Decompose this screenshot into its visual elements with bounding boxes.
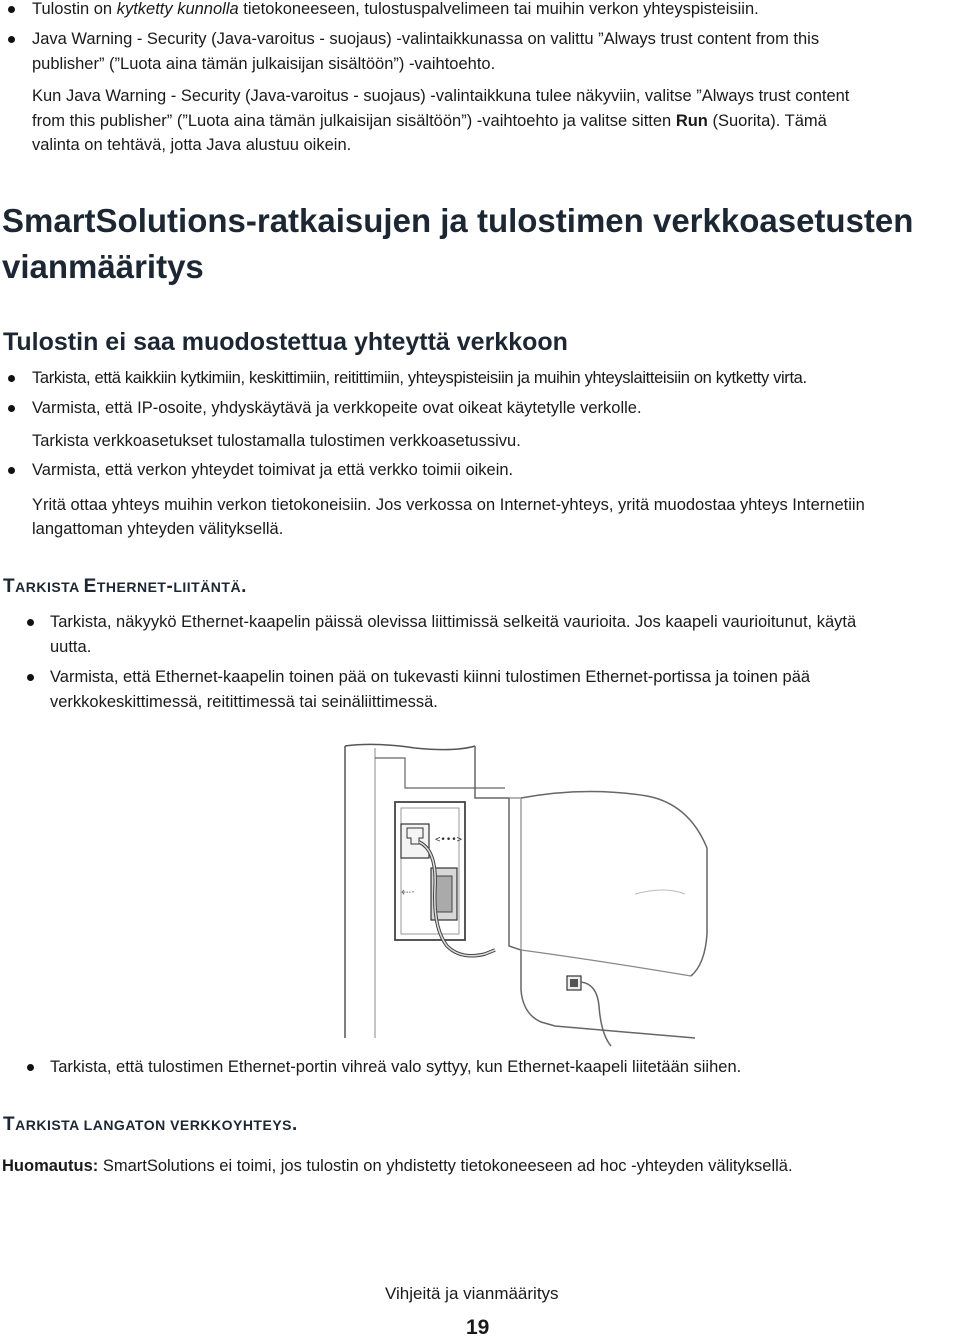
section-bullet-3: Varmista, että verkon yhteydet toimivat ja että verkko toimii oikein. xyxy=(32,461,514,479)
java-paragraph-line-1: Kun Java Warning - Security (Java-varoitus - suojaus) -valintaikkuna tulee näkyviin, valitse ”Always trust content xyxy=(32,87,850,105)
wireless-subheading xyxy=(3,1114,298,1136)
ethernet-bullet-3: Tarkista, että tulostimen Ethernet-portin vihreä valo syttyy, kun Ethernet-kaapeli liitetään siihen. xyxy=(50,1058,742,1076)
ethernet-subheading-g: . xyxy=(241,576,247,597)
ethernet-subheading-a: T xyxy=(3,576,16,597)
java-paragraph-line-2-pre: from this publisher” (”Luota aina tämän julkaisijan sisältöön”) -vaihtoehto ja valitse sitten xyxy=(32,112,676,130)
java-paragraph-line-3: valinta on tehtävä, jotta Java alustuu oikein. xyxy=(32,136,352,154)
page-title-line-1: SmartSolutions-ratkaisujen ja tulostimen verkkoasetusten xyxy=(2,202,914,239)
intro-bullet-1-em: kytketty kunnolla xyxy=(116,0,239,18)
bullet-dot xyxy=(27,1064,34,1071)
page-title-line-2: vianmääritys xyxy=(2,248,204,285)
printer-body xyxy=(475,746,695,1038)
section-heading: Tulostin ei saa muodostettua yhteyttä verkkoon xyxy=(3,328,568,356)
ethernet-subheading xyxy=(3,576,247,598)
ethernet-subheading-e: - xyxy=(166,576,174,597)
bullet-dot xyxy=(8,467,15,474)
ethernet-bullet-2-line-2: verkkokeskittimessä, reitittimessä tai seinäliittimessä. xyxy=(50,693,438,711)
ethernet-subheading-f: LIITÄNTÄ xyxy=(173,579,242,595)
printer-detail xyxy=(635,890,685,894)
ethernet-bullet-1-line-2: uutta. xyxy=(50,638,92,656)
note-paragraph xyxy=(2,1154,793,1178)
usb-symbol: ⇠· xyxy=(401,885,415,899)
java-paragraph-line-2 xyxy=(32,109,827,133)
printer-side xyxy=(521,950,691,976)
printer-cable xyxy=(581,982,611,1046)
ethernet-port-illustration xyxy=(335,738,725,1058)
note-text: SmartSolutions ei toimi, jos tulostin on yhdistetty tietokoneeseen ad hoc -yhteyden välityksellä. xyxy=(98,1157,793,1175)
intro-bullet-2-line-1: Java Warning - Security (Java-varoitus - suojaus) -valintaikkunassa on valittu ”Always trust content from this xyxy=(32,30,820,48)
intro-bullet-1-pre: Tulostin on xyxy=(32,0,117,18)
wireless-subheading-a: T xyxy=(3,1114,16,1135)
section-bullet-1: Tarkista, että kaikkiin kytkimiin, keskittimiin, reitittimiin, yhteyspisteisiin ja muihin yhteyslaitteisiin on kytketty virta. xyxy=(32,369,807,387)
bullet-dot xyxy=(27,619,34,626)
bullet-dot xyxy=(8,405,15,412)
run-keyword: Run xyxy=(675,112,708,130)
section-bullet-2-sub: Tarkista verkkoasetukset tulostamalla tulostimen verkkoasetussivu. xyxy=(32,432,521,450)
printer-top-edge xyxy=(509,798,521,950)
note-label: Huomautus: xyxy=(2,1157,99,1175)
bullet-dot xyxy=(27,674,34,681)
ethernet-bullet-1-line-1: Tarkista, näkyykö Ethernet-kaapelin päissä olevissa liittimissä selkeitä vaurioita. Jos kaapeli vaurioitunut, käytä xyxy=(50,613,857,631)
ethernet-bullet-2-line-1: Varmista, että Ethernet-kaapelin toinen pää on tukevasti kiinni tulostimen Ethernet-portissa ja toinen pää xyxy=(50,668,811,686)
bullet-dot xyxy=(8,6,15,13)
intro-bullet-2-line-2: publisher” (”Luota aina tämän julkaisijan sisältöön”) -vaihtoehto. xyxy=(32,55,496,73)
ethernet-jack xyxy=(401,824,429,858)
printer-back-panel xyxy=(375,758,505,788)
ethernet-subheading-d: THERNET xyxy=(96,579,167,595)
ethernet-subheading-c: E xyxy=(83,576,97,597)
page-number: 19 xyxy=(466,1316,490,1339)
intro-bullet-1-post: tietokoneeseen, tulostuspalvelimeen tai muihin verkon yhteyspisteisiin. xyxy=(238,0,759,18)
footer-section-title: Vihjeitä ja vianmääritys xyxy=(385,1284,559,1303)
bullet-dot xyxy=(8,375,15,382)
bullet-dot xyxy=(8,36,15,43)
section-bullet-3-sub-line-1: Yritä ottaa yhteys muihin verkon tietokoneisiin. Jos verkossa on Internet-yhteys, yritä muodostaa yhteys Internetiin xyxy=(32,496,865,514)
wireless-subheading-b: ARKISTA LANGATON VERKKOYHTEYS xyxy=(15,1117,292,1133)
section-bullet-2: Varmista, että IP-osoite, yhdyskäytävä ja verkkopeite ovat oikeat käytetylle verkolle. xyxy=(32,399,642,417)
printer-ethernet-port-inner xyxy=(570,979,578,987)
java-paragraph-line-2-post: (Suorita). Tämä xyxy=(707,112,827,130)
wireless-subheading-c: . xyxy=(292,1114,298,1135)
usb-port-inner xyxy=(436,876,452,912)
intro-bullet-1 xyxy=(32,0,759,21)
ethernet-subheading-b: ARKISTA xyxy=(15,579,84,595)
section-bullet-3-sub-line-2: langattoman yhteyden välityksellä. xyxy=(32,520,284,538)
printer-top xyxy=(521,791,707,976)
port-label: <•••> xyxy=(435,835,463,845)
